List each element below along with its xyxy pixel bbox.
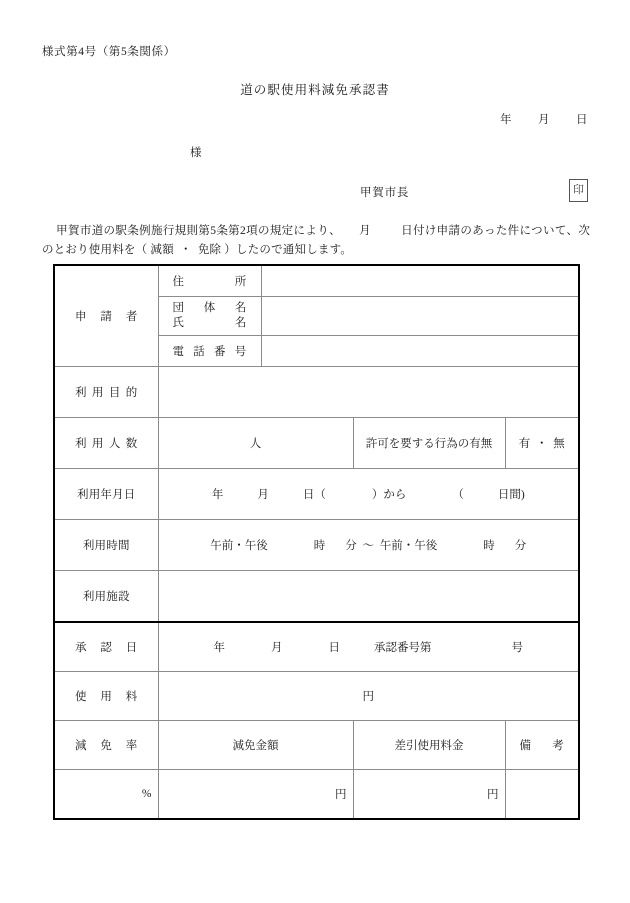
purpose-value[interactable]	[158, 367, 579, 418]
permission-separator: ・	[536, 438, 548, 450]
body-reduce-option: 減額	[150, 244, 174, 256]
issue-date-line	[500, 111, 588, 127]
organization-and-name-label	[158, 297, 261, 336]
permission-yes: 有	[518, 438, 531, 450]
facility-label: 利用施設	[54, 571, 158, 623]
approval-year: 年	[213, 642, 225, 654]
use-time-start-ampm: 午前・午後	[210, 540, 268, 552]
issue-date-month: 月	[538, 114, 550, 126]
applicant-label: 申請者	[54, 265, 158, 367]
approval-month: 月	[271, 642, 283, 654]
issue-date-year: 年	[500, 114, 512, 126]
body-paragraph	[42, 222, 590, 260]
purpose-label: 利用目的	[54, 367, 158, 418]
use-date-label: 利用年月日	[54, 469, 158, 520]
use-time-start-hour: 時	[313, 540, 326, 552]
issuer-row	[360, 182, 588, 204]
form-code: 様式第4号（第5条関係）	[42, 46, 176, 58]
organization-label: 団体名	[172, 302, 247, 314]
use-time-end-hour: 時	[483, 540, 495, 552]
remarks-label: 備考	[505, 721, 579, 770]
fee-unit: 円	[362, 691, 374, 703]
body-line1-b: 日付け申請のあった件について、次の	[42, 225, 591, 256]
people-count-label: 利用人数	[54, 418, 158, 469]
table-row-facility	[54, 571, 579, 623]
issue-date-day: 日	[576, 114, 588, 126]
body-line1-a: 甲賀市道の駅条例施行規則第5条第2項の規定により、	[56, 225, 341, 237]
permission-required-label: 許可を要する行為の有無	[353, 418, 505, 469]
table-row-purpose	[54, 367, 579, 418]
fee-value[interactable]	[158, 672, 579, 721]
body-line2-b: ）したので通知します。	[224, 244, 353, 256]
table-row-approval-date	[54, 622, 579, 672]
body-line1-month: 月	[358, 225, 371, 237]
seal-stamp-box: 印	[569, 179, 588, 202]
table-row-fee	[54, 672, 579, 721]
reduction-rate-value[interactable]	[54, 770, 158, 820]
reduction-amount-value[interactable]	[158, 770, 353, 820]
reduction-amount-label: 減免金額	[158, 721, 353, 770]
body-line2-a: とおり使用料を（	[53, 244, 148, 256]
table-row-address	[54, 265, 579, 297]
balance-value[interactable]	[353, 770, 505, 820]
phone-value[interactable]	[261, 336, 579, 367]
use-date-day: 日（	[302, 489, 326, 501]
issuer-name: 甲賀市長	[360, 187, 410, 199]
balance-unit: 円	[487, 789, 499, 801]
use-date-year: 年	[211, 489, 224, 501]
use-date-days: 日間)	[497, 489, 525, 501]
use-time-end-ampm: 午前・午後	[379, 540, 438, 552]
use-date-from: ）から	[371, 489, 407, 501]
use-time-start-minute: 分	[345, 540, 357, 552]
use-time-end-minute: 分	[514, 540, 527, 552]
name-value[interactable]	[261, 297, 579, 336]
body-exempt-option: 免除	[197, 244, 222, 256]
approval-date-value[interactable]	[158, 622, 579, 672]
table-row-reduction-headers	[54, 721, 579, 770]
approval-date-label: 承認日	[54, 622, 158, 672]
addressee-honorific: 様	[190, 147, 202, 159]
approval-number-label: 承認番号第	[374, 642, 432, 654]
use-time-value[interactable]	[158, 520, 579, 571]
facility-value[interactable]	[158, 571, 579, 623]
people-count-value[interactable]	[158, 418, 353, 469]
approval-form-table	[53, 264, 580, 820]
fee-label: 使用料	[54, 672, 158, 721]
table-row-use-time	[54, 520, 579, 571]
permission-choice[interactable]	[505, 418, 579, 469]
use-date-paren: （	[452, 489, 464, 501]
phone-label: 電話番号	[158, 336, 261, 367]
person-name-label: 氏名	[172, 317, 247, 329]
permission-no: 無	[553, 438, 565, 450]
table-row-use-date	[54, 469, 579, 520]
balance-label: 差引使用料金	[353, 721, 505, 770]
use-time-label: 利用時間	[54, 520, 158, 571]
body-option-separator: ・	[179, 244, 192, 256]
use-date-value[interactable]	[158, 469, 579, 520]
approval-day: 日	[328, 642, 340, 654]
reduction-rate-unit: %	[141, 788, 152, 800]
table-row-reduction-values	[54, 770, 579, 820]
approval-number-unit: 号	[511, 642, 523, 654]
people-count-unit: 人	[249, 438, 262, 450]
use-time-separator: ～	[362, 540, 374, 552]
reduction-rate-label: 減免率	[54, 721, 158, 770]
address-label: 住所	[158, 265, 261, 297]
remarks-value[interactable]	[505, 770, 579, 820]
address-value[interactable]	[261, 265, 579, 297]
page-title: 道の駅使用料減免承認書	[240, 83, 390, 97]
use-date-month: 月	[257, 489, 269, 501]
table-row-people	[54, 418, 579, 469]
reduction-amount-unit: 円	[335, 789, 347, 801]
